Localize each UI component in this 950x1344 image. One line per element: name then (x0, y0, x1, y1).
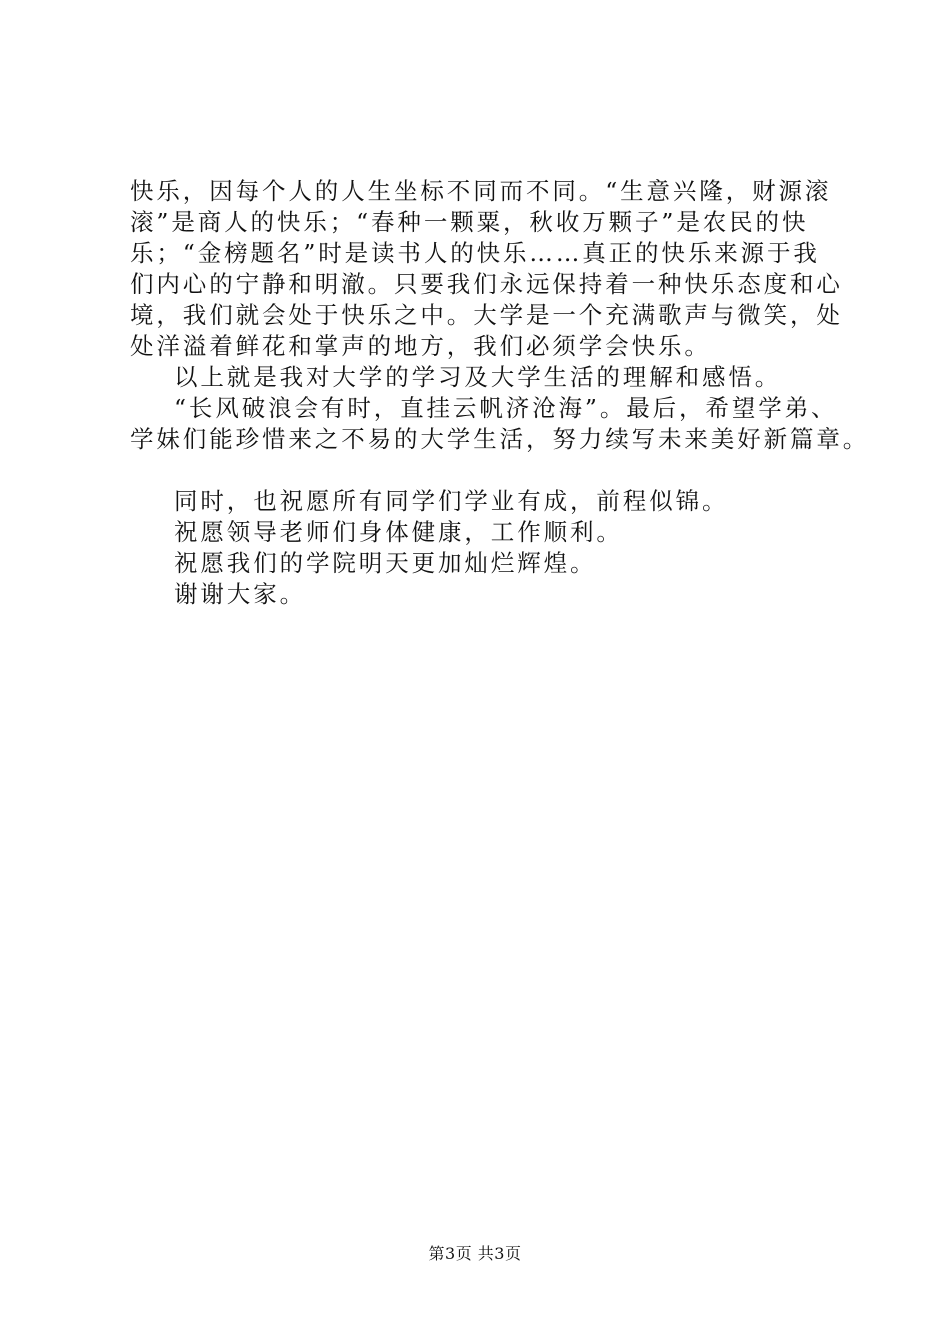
closing-line: 学妹们能珍惜来之不易的大学生活，努力续写未来美好新篇章。 (130, 425, 870, 453)
blank-line (130, 455, 850, 486)
summary-line: 以上就是我对大学的学习及大学生活的理解和感悟。 (174, 363, 782, 391)
wish-line: 祝愿我们的学院明天更加灿烂辉煌。 (174, 549, 597, 577)
paragraph-line: 乐；“金榜题名”时是读书人的快乐……真正的快乐来源于我 (130, 239, 820, 267)
thanks-line: 谢谢大家。 (174, 580, 306, 608)
paragraph-line: 们内心的宁静和明澈。只要我们永远保持着一种快乐态度和心 (130, 270, 843, 298)
paragraph-line: 快乐，因每个人的人生坐标不同而不同。“生意兴隆，财源滚 (130, 177, 832, 205)
paragraph-line: 处洋溢着鲜花和掌声的地方，我们必须学会快乐。 (130, 332, 711, 360)
document-body (130, 176, 870, 610)
wish-line: 同时，也祝愿所有同学们学业有成，前程似锦。 (174, 487, 729, 515)
paragraph-line: 境，我们就会处于快乐之中。大学是一个充满歌声与微笑，处 (130, 301, 843, 329)
paragraph-line: 滚”是商人的快乐；“春种一颗粟，秋收万颗子”是农民的快 (130, 208, 809, 236)
closing-line: “长风破浪会有时，直挂云帆济沧海”。最后，希望学弟、 (174, 394, 838, 422)
wish-line: 祝愿领导老师们身体健康，工作顺利。 (174, 518, 623, 546)
page-number-footer: 第3页 共3页 (428, 1244, 522, 1263)
